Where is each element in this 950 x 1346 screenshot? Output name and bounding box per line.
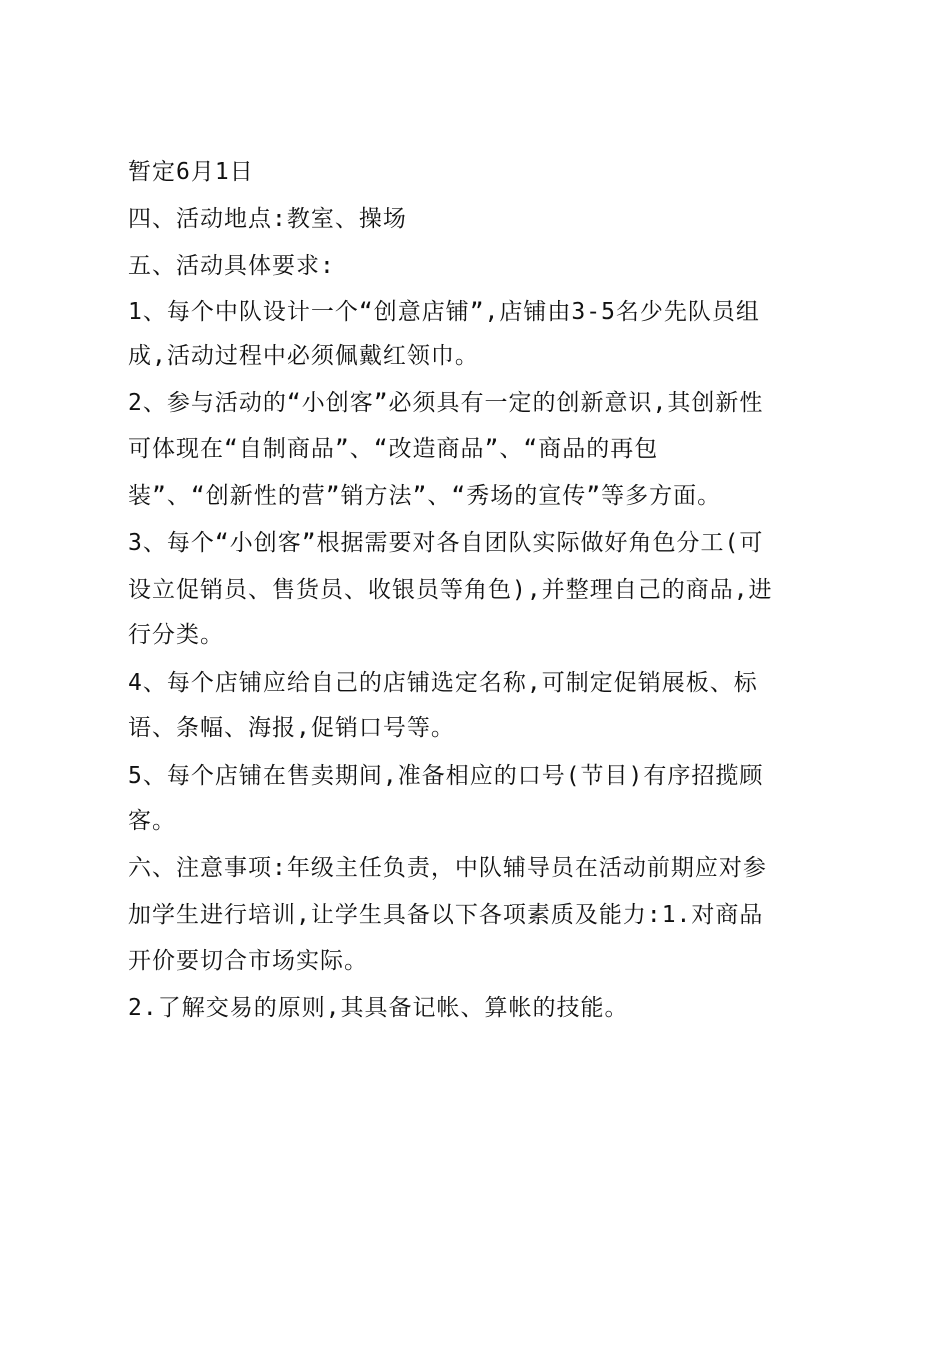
text-line: 1、每个中队设计一个“创意店铺”,店铺由3-5名少先队员组 [128,299,760,325]
text-line: 3、每个“小创客”根据需要对各自团队实际做好角色分工(可 [128,530,764,556]
text-line: 4、每个店铺应给自己的店铺选定名称,可制定促销展板、标 [128,670,758,696]
text-line: 六、注意事项:年级主任负责，中队辅导员在活动前期应对参 [128,855,767,881]
text-line: 五、活动具体要求: [128,253,335,279]
text-line: 四、活动地点:教室、操场 [128,206,407,232]
text-line: 2.了解交易的原则,其具备记帐、算帐的技能。 [128,995,629,1021]
text-line: 语、条幅、海报,促销口号等。 [128,715,455,741]
text-line: 成,活动过程中必须佩戴红领巾。 [128,343,479,369]
text-line: 5、每个店铺在售卖期间,准备相应的口号(节目)有序招揽顾 [128,763,764,789]
text-line: 开价要切合市场实际。 [128,948,368,974]
text-line: 2、参与活动的“小创客”必须具有一定的创新意识,其创新性 [128,390,764,416]
text-line: 暂定6月1日 [128,159,254,185]
text-line: 加学生进行培训,让学生具备以下各项素质及能力:1.对商品 [128,902,764,928]
text-line: 可体现在“自制商品”、“改造商品”、“商品的再包 [128,436,659,462]
text-line: 装”、“创新性的营”销方法”、“秀场的宣传”等多方面。 [128,483,722,509]
text-line: 行分类。 [128,622,224,648]
text-line: 设立促销员、售货员、收银员等角色),并整理自己的商品,进 [128,577,773,603]
text-line: 客。 [128,808,176,834]
